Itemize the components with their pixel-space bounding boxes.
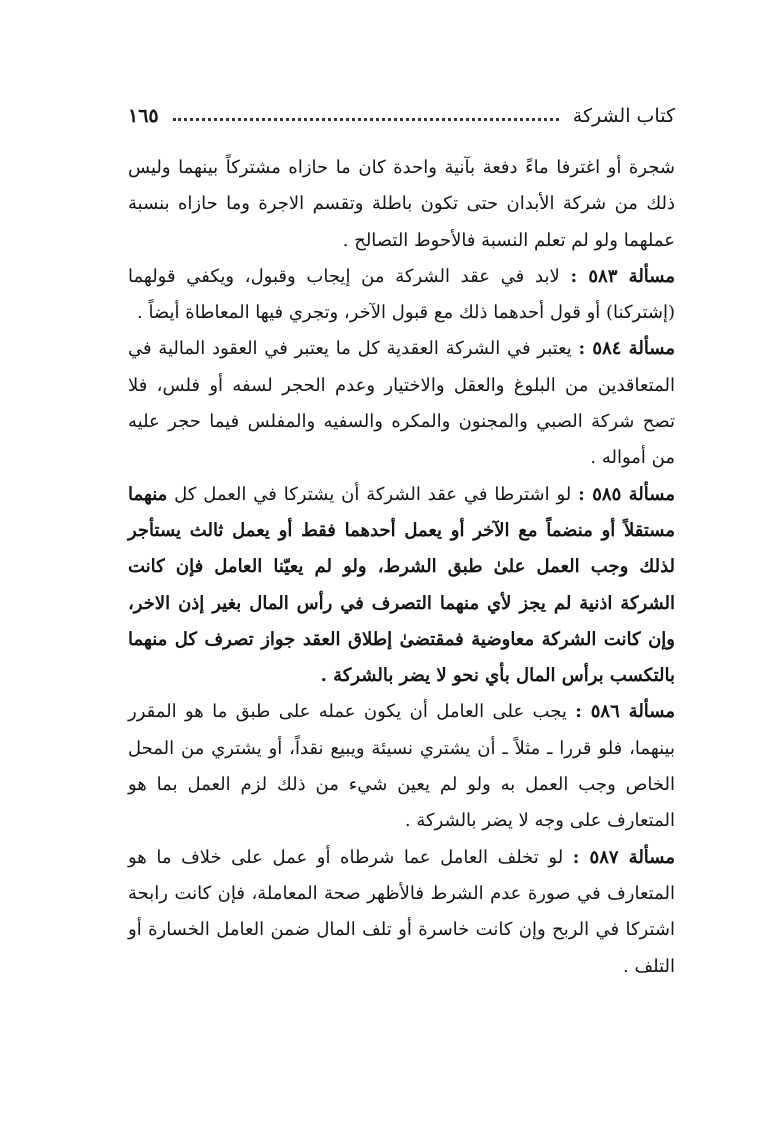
- dot-leader: [173, 118, 559, 121]
- page-number: ١٦٥: [128, 105, 159, 127]
- body-text: [128, 150, 675, 985]
- issue-587-text: لو تخلف العامل عما شرطاه أو عمل على خلاف ما هو المتعارف في صورة عدم الشرط فالأظهر صحة المعاملة، فإن كانت رابحة اشتركا في الربح وإن كانت خاسرة أو تلف المال ضمن العامل الخسارة أو التلف .: [128, 846, 675, 977]
- issue-586-label: مسألة ٥٨٦ :: [575, 701, 675, 723]
- issue-584: [128, 331, 675, 476]
- issue-587: [128, 840, 675, 985]
- issue-585-text-a: لو اشترطا في عقد الشركة أن يشتركا في العمل كل: [174, 483, 572, 505]
- issue-586-text: يجب على العامل أن يكون عمله على طبق ما هو المقرر بينهما، فلو قررا ـ مثلاً ـ أن يشتري نسيئة ويبيع نقداً، أو يشتري من المحل الخاص وجب العمل به ولو لم يعين شيء من ذلك لزم العمل بما هو المتعارف على وجه لا يضر بالشركة .: [128, 701, 675, 832]
- paragraph-continuation: شجرة أو اغترفا ماءً دفعة بآنية واحدة كان ما حازاه مشتركاً بينهما وليس ذلك من شركة الأبدان حتى تكون باطلة وتقسم الاجرة وما حازاه بنسبة عملهما ولو لم تعلم النسبة فالأحوط التصالح .: [128, 157, 675, 251]
- issue-583-label: مسألة ٥٨٣ :: [570, 265, 675, 287]
- issue-587-label: مسألة ٥٨٧ :: [572, 846, 675, 868]
- issue-586: [128, 694, 675, 839]
- issue-585-text-b: منهما مستقلاً أو منضماً مع الآخر أو يعمل أحدهما فقط أو يعمل ثالث يستأجر لذلك وجب العمل علىٰ طبق الشرط، ولو لم يعيّنا العامل فإن كانت الشركة اذنية لم يجز لأي منهما التصرف في رأس المال بغير إذن الاخر، وإن كانت الشركة معاوضية فمقتضىٰ إطلاق العقد جواز تصرف كل منهما بالتكسب برأس المال بأي نحو لا يضر بالشركة .: [128, 483, 675, 687]
- issue-584-text: يعتبر في الشركة العقدية كل ما يعتبر في العقود المالية في المتعاقدين من البلوغ والعقل والاختيار وعدم الحجر لسفه أو فلس، فلا تصح شركة الصبي والمجنون والمكره والسفيه والمفلس فيما حجر عليه من أمواله .: [128, 338, 675, 469]
- running-header: [128, 90, 675, 126]
- issue-585-label: مسألة ٥٨٥ :: [578, 483, 675, 505]
- chapter-title: كتاب الشركة: [572, 105, 675, 127]
- issue-584-label: مسألة ٥٨٤ :: [578, 338, 676, 360]
- issue-583-text: لابد في عقد الشركة من إيجاب وقبول، ويكفي قولهما (إشتركنا) أو قول أحدهما ذلك مع قبول الآخر، وتجري فيها المعاطاة أيضاً .: [128, 265, 675, 324]
- issue-585: [128, 477, 675, 695]
- issue-583: [128, 259, 675, 332]
